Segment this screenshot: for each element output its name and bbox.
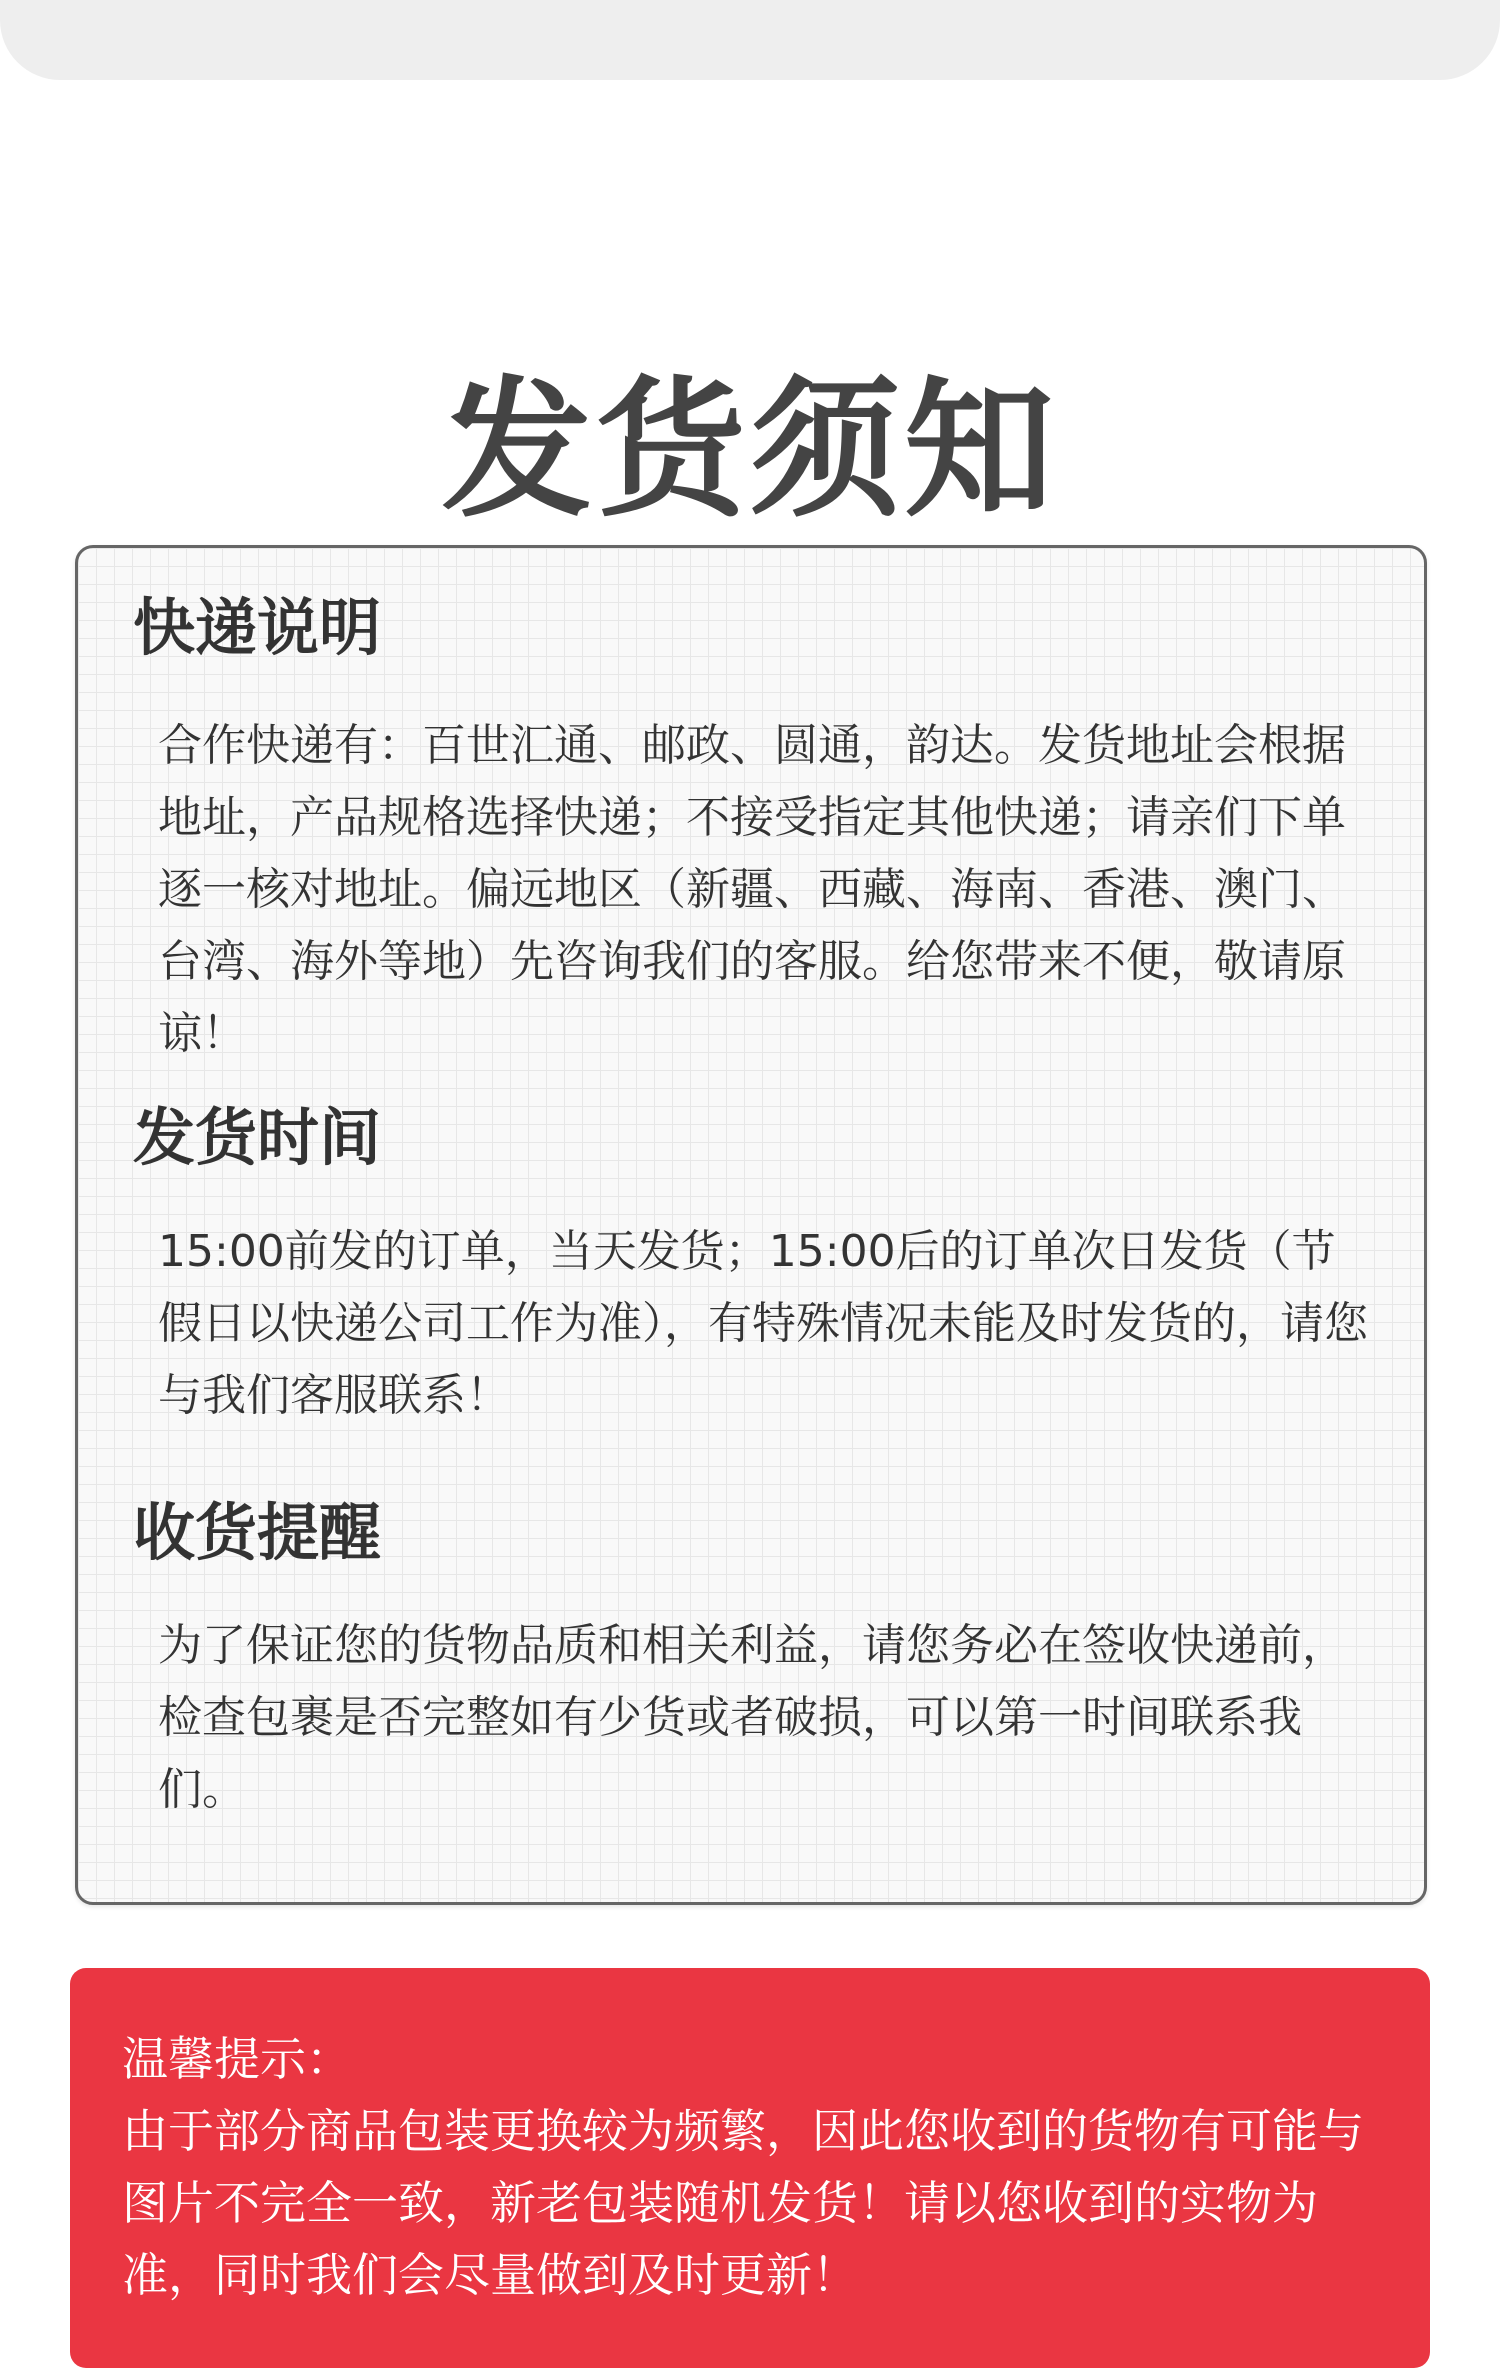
section-body-ship-time: 15:00前发的订单，当天发货；15:00后的订单次日发货（节假日以快递公司工作为准），有特殊情况未能及时发货的，请您与我们客服联系！ — [158, 1226, 1368, 1421]
section-body-receipt-reminder: 为了保证您的货物品质和相关利益，请您务必在签收快递前，检查包裹是否完整如有少货或者破损，可以第一时间联系我们。 — [158, 1620, 1346, 1815]
section-body-express: 合作快递有：百世汇通、邮政、圆通，韵达。发货地址会根据地址，产品规格选择快递；不接受指定其他快递；请亲们下单逐一核对地址。偏远地区（新疆、西藏、海南、香港、澳门、台湾、海外等地）先咨询我们的客服。给您带来不便，敬请原谅！ — [158, 720, 1346, 1059]
warm-tip-box — [70, 1968, 1430, 2368]
warm-tip-title: 温馨提示： — [122, 2032, 352, 2086]
page-title: 发货须知 — [441, 363, 1058, 538]
section-heading-express: 快递说明 — [133, 591, 382, 664]
top-banner-edge — [0, 0, 1500, 80]
warm-tip-text: 由于部分商品包装更换较为频繁，因此您收到的货物有可能与图片不完全一致，新老包装随机发货！请以您收到的实物为准，同时我们会尽量做到及时更新！ — [122, 2104, 1364, 2302]
section-heading-ship-time: 发货时间 — [133, 1101, 382, 1174]
section-heading-receipt-reminder: 收货提醒 — [133, 1496, 382, 1569]
shipping-notice-card — [75, 545, 1427, 1905]
